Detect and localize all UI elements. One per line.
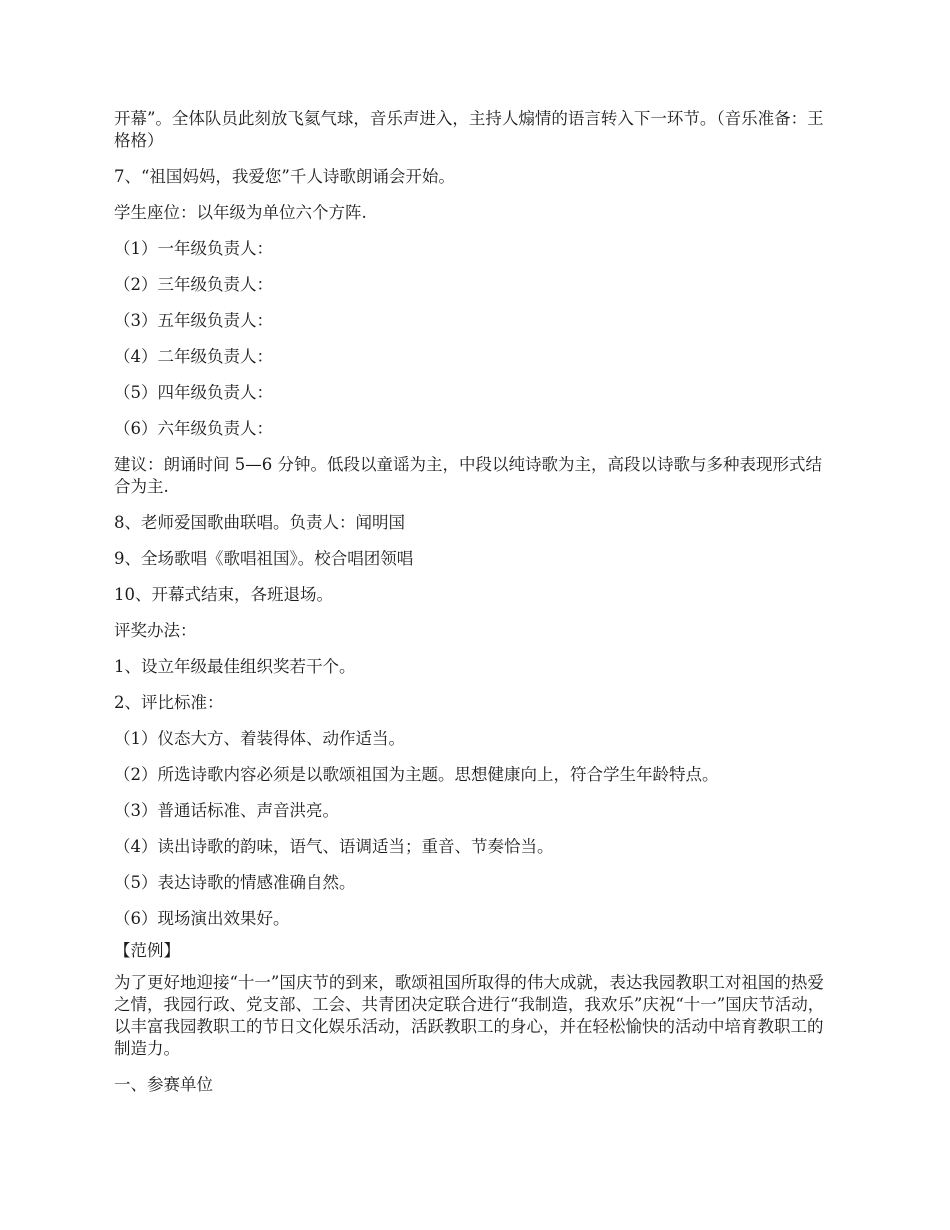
paragraph-item-8: 8、老师爱国歌曲联唱。负责人：闻明国: [114, 513, 405, 532]
list-item-grade-2: （4）二年级负责人：: [114, 347, 273, 366]
section-heading-participants: 一、参赛单位: [114, 1075, 213, 1094]
criteria-item-5: （5）表达诗歌的情感准确自然。: [114, 873, 356, 892]
list-item-grade-3: （2）三年级负责人：: [114, 275, 273, 294]
paragraph-seating: 学生座位：以年级为单位六个方阵.: [114, 203, 367, 222]
list-item-grade-4: （5）四年级负责人：: [114, 383, 273, 402]
paragraph-intro-continuation: 开幕”。全体队员此刻放飞氦气球，音乐声进入，主持人煽情的语言转入下一环节。（音乐准备：王格格）: [114, 109, 824, 150]
list-item-grade-1: （1）一年级负责人：: [114, 239, 273, 258]
criteria-item-6: （6）现场演出效果好。: [114, 909, 290, 928]
section-heading-example: 【范例】: [114, 941, 180, 960]
paragraph-suggestion: 建议：朗诵时间 5—6 分钟。低段以童谣为主，中段以纯诗歌为主，高段以诗歌与多种表现形式结合为主.: [114, 455, 822, 496]
section-heading-awards: 评奖办法：: [114, 621, 197, 640]
criteria-item-4: （4）读出诗歌的韵味，语气、语调适当；重音、节奏恰当。: [114, 837, 554, 856]
paragraph-item-10: 10、开幕式结束，各班退场。: [114, 585, 333, 604]
document-page: [114, 108, 838, 1110]
award-item-1: 1、设立年级最佳组织奖若干个。: [114, 657, 356, 676]
list-item-grade-6: （6）六年级负责人：: [114, 419, 273, 438]
award-item-2: 2、评比标准：: [114, 693, 224, 712]
paragraph-item-7: 7、“祖国妈妈，我爱您”千人诗歌朗诵会开始。: [114, 167, 455, 186]
paragraph-example-body: 为了更好地迎接“十一”国庆节的到来，歌颂祖国所取得的伟大成就，表达我园教职工对祖国的热爱之情，我园行政、党支部、工会、共青团决定联合进行“我制造，我欢乐”庆祝“十一”国庆节活动，以丰富我园教职工的节日文化娱乐活动，活跃教职工的身心，并在轻松愉快的活动中培育教职工的制造力。: [114, 973, 825, 1058]
criteria-item-3: （3）普通话标准、声音洪亮。: [114, 801, 339, 820]
criteria-item-2: （2）所选诗歌内容必须是以歌颂祖国为主题。思想健康向上，符合学生年龄特点。: [114, 765, 719, 784]
list-item-grade-5: （3）五年级负责人：: [114, 311, 273, 330]
criteria-item-1: （1）仪态大方、着装得体、动作适当。: [114, 729, 405, 748]
paragraph-item-9: 9、全场歌唱《歌唱祖国》。校合唱团领唱: [114, 549, 414, 568]
